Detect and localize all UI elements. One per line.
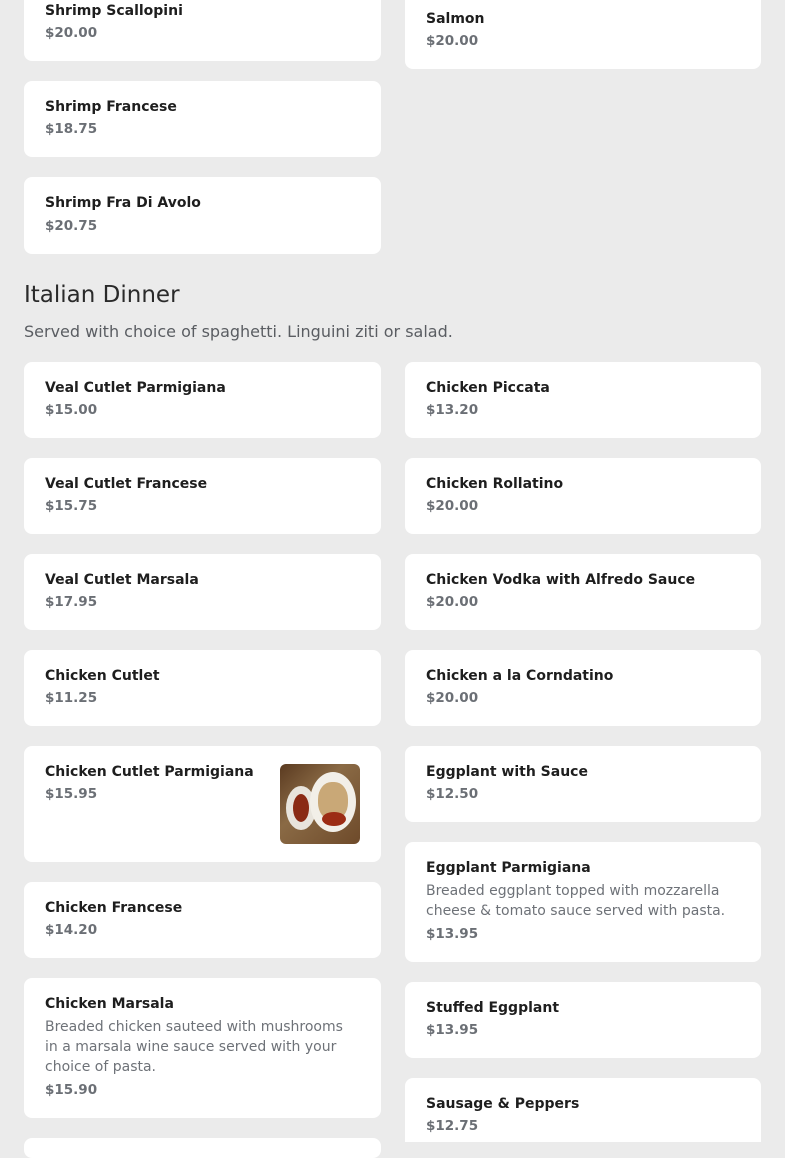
item-name: Veal Cutlet Marsala bbox=[45, 572, 199, 588]
item-price: $18.75 bbox=[45, 121, 98, 137]
item-name: Chicken Marsala bbox=[45, 996, 174, 1012]
item-name: Chicken Cutlet Parmigiana bbox=[45, 764, 254, 780]
item-price: $15.75 bbox=[45, 498, 98, 514]
item-name: Eggplant Parmigiana bbox=[426, 860, 591, 876]
item-price: $11.25 bbox=[45, 690, 98, 706]
menu-item-card[interactable] bbox=[24, 81, 381, 157]
item-name: Chicken Rollatino bbox=[426, 476, 564, 492]
item-description: Breaded chicken sauteed with mushrooms in a marsala wine sauce served with your choice of pasta. bbox=[45, 1019, 343, 1075]
item-name: Veal Cutlet Francese bbox=[45, 476, 208, 492]
item-price: $17.95 bbox=[45, 594, 98, 610]
item-name: Chicken Piccata bbox=[426, 380, 550, 396]
item-price: $20.00 bbox=[426, 690, 479, 706]
item-price: $15.00 bbox=[45, 402, 98, 418]
item-price: $20.00 bbox=[426, 594, 479, 610]
menu-item-card[interactable] bbox=[24, 0, 381, 61]
menu-item-card[interactable] bbox=[405, 746, 761, 822]
item-name: Shrimp Francese bbox=[45, 99, 177, 115]
item-price: $13.95 bbox=[426, 1022, 479, 1038]
item-name: Chicken Cutlet bbox=[45, 668, 160, 684]
menu-item-card[interactable] bbox=[405, 0, 761, 69]
menu-item-card[interactable] bbox=[405, 458, 761, 534]
item-price: $13.20 bbox=[426, 402, 479, 418]
menu-item-card[interactable] bbox=[24, 1138, 381, 1158]
item-name: Stuffed Eggplant bbox=[426, 1000, 560, 1016]
item-price: $20.75 bbox=[45, 218, 98, 234]
item-price: $20.00 bbox=[426, 33, 479, 49]
menu-item-card[interactable] bbox=[405, 362, 761, 438]
section-subtitle: Served with choice of spaghetti. Linguini ziti or salad. bbox=[24, 322, 453, 341]
menu-item-card[interactable] bbox=[405, 1078, 761, 1142]
menu-item-card[interactable] bbox=[24, 458, 381, 534]
menu-item-card[interactable] bbox=[24, 554, 381, 630]
item-price: $15.95 bbox=[45, 786, 98, 802]
item-price: $12.50 bbox=[426, 786, 479, 802]
item-name: Chicken Vodka with Alfredo Sauce bbox=[426, 572, 696, 588]
menu-item-card[interactable] bbox=[24, 882, 381, 958]
item-description: Breaded eggplant topped with mozzarella cheese & tomato sauce served with pasta. bbox=[426, 883, 726, 919]
item-name: Shrimp Scallopini bbox=[45, 3, 183, 19]
menu-item-card[interactable] bbox=[24, 650, 381, 726]
item-price: $15.90 bbox=[45, 1082, 98, 1098]
item-name: Shrimp Fra Di Avolo bbox=[45, 195, 201, 211]
menu-item-card[interactable] bbox=[24, 362, 381, 438]
menu-item-card[interactable] bbox=[24, 746, 381, 862]
menu-item-card[interactable] bbox=[24, 978, 381, 1118]
menu-item-card[interactable] bbox=[24, 177, 381, 254]
item-price: $20.00 bbox=[426, 498, 479, 514]
menu-item-card[interactable] bbox=[405, 982, 761, 1058]
menu-item-card[interactable] bbox=[405, 650, 761, 726]
item-name: Chicken Francese bbox=[45, 900, 183, 916]
menu-item-card[interactable] bbox=[405, 554, 761, 630]
item-price: $13.95 bbox=[426, 926, 479, 942]
item-name: Sausage & Peppers bbox=[426, 1096, 580, 1112]
item-name: Salmon bbox=[426, 11, 485, 27]
item-price: $12.75 bbox=[426, 1118, 479, 1134]
item-price: $20.00 bbox=[45, 25, 98, 41]
item-name: Veal Cutlet Parmigiana bbox=[45, 380, 226, 396]
item-price: $14.20 bbox=[45, 922, 98, 938]
item-name: Chicken a la Corndatino bbox=[426, 668, 614, 684]
menu-item-card[interactable] bbox=[405, 842, 761, 962]
section-title: Italian Dinner bbox=[24, 282, 180, 308]
dish-photo[interactable] bbox=[280, 764, 360, 844]
item-name: Eggplant with Sauce bbox=[426, 764, 588, 780]
